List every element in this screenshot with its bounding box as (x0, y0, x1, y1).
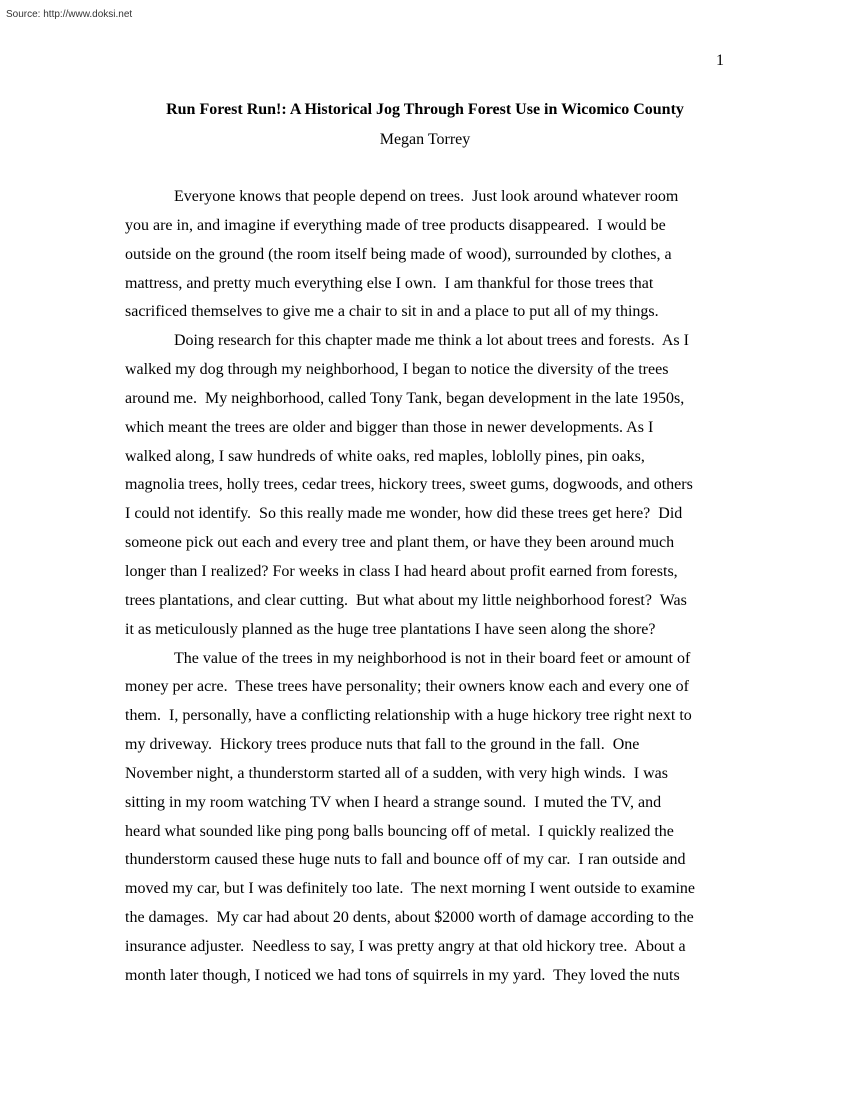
body-text (125, 183, 725, 991)
text-line: November night, a thunderstorm started all of a sudden, with very high winds. I was (125, 764, 668, 782)
text-line: them. I, personally, have a conflicting relationship with a huge hickory tree right next to (125, 707, 692, 725)
text-line: longer than I realized? For weeks in class I had heard about profit earned from forests, (125, 562, 678, 580)
source-note: Source: http://www.doksi.net (6, 9, 133, 20)
text-line: the damages. My car had about 20 dents, about $2000 worth of damage according to the (125, 909, 694, 927)
text-line: trees plantations, and clear cutting. But what about my little neighborhood forest? Was (125, 591, 687, 609)
text-line: around me. My neighborhood, called Tony Tank, began development in the late 1950s, (125, 389, 685, 407)
text-line: heard what sounded like ping pong balls bouncing off of metal. I quickly realized the (125, 822, 674, 840)
text-line: Doing research for this chapter made me think a lot about trees and forests. As I (174, 332, 689, 350)
text-line: sacrificed themselves to give me a chair to sit in and a place to put all of my things. (125, 303, 659, 321)
text-line: magnolia trees, holly trees, cedar trees, hickory trees, sweet gums, dogwoods, and others (125, 476, 693, 494)
document-author: Megan Torrey (379, 131, 471, 148)
text-line: outside on the ground (the room itself being made of wood), surrounded by clothes, a (125, 245, 672, 263)
text-line: Everyone knows that people depend on trees. Just look around whatever room (174, 188, 679, 205)
text-line: month later though, I noticed we had tons of squirrels in my yard. They loved the nuts (125, 966, 680, 984)
document-title: Run Forest Run!: A Historical Jog Through Forest Use in Wicomico County (166, 101, 684, 118)
text-line: you are in, and imagine if everything made of tree products disappeared. I would be (125, 216, 666, 234)
text-line: someone pick out each and every tree and plant them, or have they been around much (125, 534, 675, 552)
text-line: which meant the trees are older and bigger than those in newer developments. As I (125, 418, 654, 436)
text-line: insurance adjuster. Needless to say, I was pretty angry at that old hickory tree. About a (125, 937, 686, 955)
text-line: moved my car, but I was definitely too late. The next morning I went outside to examine (125, 880, 696, 898)
text-line: thunderstorm caused these huge nuts to fall and bounce off of my car. I ran outside and (125, 851, 686, 869)
page-number: 1 (716, 52, 724, 69)
text-line: walked my dog through my neighborhood, I began to notice the diversity of the trees (125, 361, 669, 379)
text-line: it as meticulously planned as the huge tree plantations I have seen along the shore? (125, 620, 656, 638)
text-line: sitting in my room watching TV when I heard a strange sound. I muted the TV, and (125, 793, 662, 811)
text-line: I could not identify. So this really made me wonder, how did these trees get here? Did (125, 505, 683, 523)
text-line: my driveway. Hickory trees produce nuts that fall to the ground in the fall. One (125, 736, 640, 754)
text-line: mattress, and pretty much everything else I own. I am thankful for those trees that (125, 274, 654, 292)
text-line: money per acre. These trees have personality; their owners know each and every one of (125, 678, 689, 696)
text-line: The value of the trees in my neighborhood is not in their board feet or amount of (174, 649, 691, 667)
text-line: walked along, I saw hundreds of white oaks, red maples, loblolly pines, pin oaks, (125, 447, 645, 465)
